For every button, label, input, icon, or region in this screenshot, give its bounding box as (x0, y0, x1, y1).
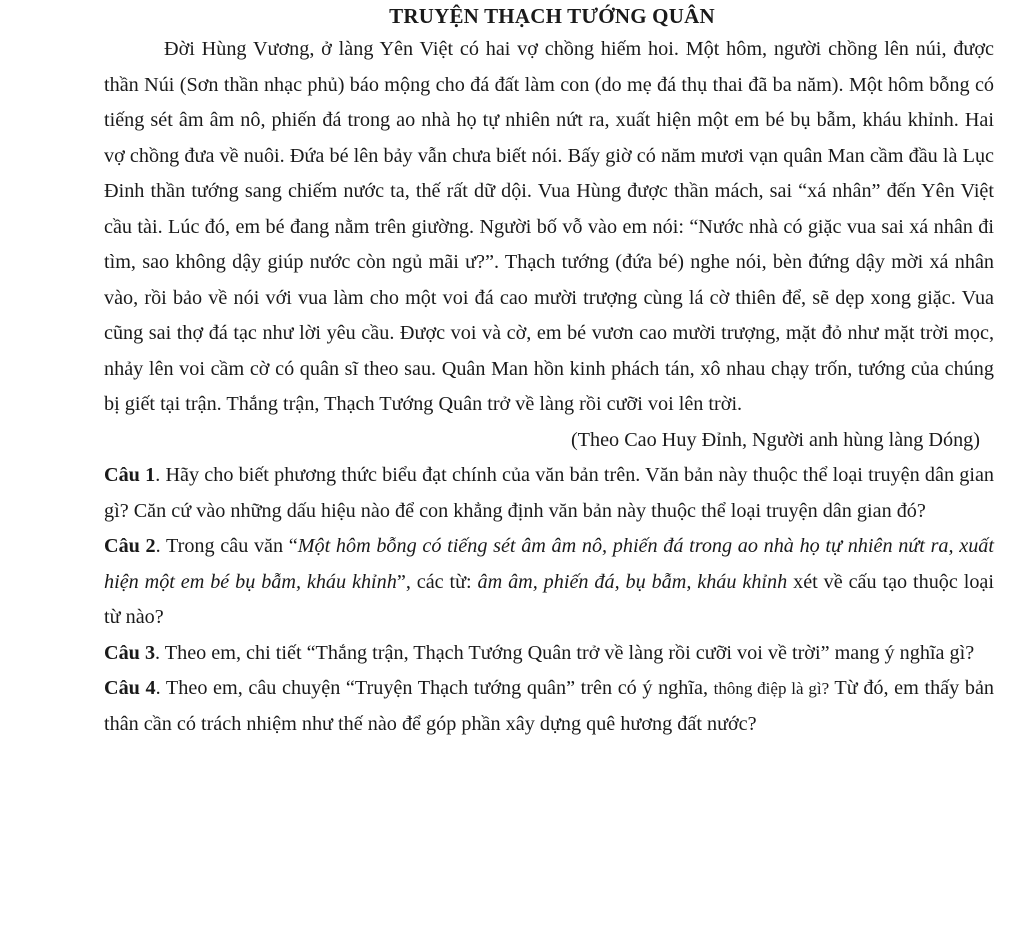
question-3 (104, 636, 994, 672)
question-1 (104, 458, 994, 529)
question-2-text-middle: ”, các từ: (396, 570, 478, 593)
question-2 (104, 529, 994, 636)
document-page (104, 0, 994, 742)
story-source: (Theo Cao Huy Đỉnh, Người anh hùng làng Dóng) (570, 428, 980, 451)
question-2-text-after: xét về cấu tạo thuộc loại từ nào? (104, 570, 994, 628)
question-4-text-after: Từ đó, em thấy bản thân cần có trách nhiệm như thế nào để góp phần xây dựng quê hương đất nước? (104, 677, 994, 735)
question-1-label: Câu 1 (104, 464, 156, 486)
question-4 (104, 671, 994, 742)
question-2-quote: Một hôm bỗng có tiếng sét âm âm nô, phiến đá trong ao nhà họ tự nhiên nứt ra, xuất hiện một em bé bụ bẫm, kháu khỉnh (104, 535, 994, 593)
question-1-text: . Hãy cho biết phương thức biểu đạt chính của văn bản trên. Văn bản này thuộc thể loại truyện dân gian gì? Căn cứ vào những dấu hiệu nào để con khẳng định văn bản này thuộc thể loại truyện dân gian đó? (104, 464, 994, 522)
question-3-text: . Theo em, chi tiết “Thắng trận, Thạch Tướng Quân trở về làng rồi cưỡi voi về trời” mang ý nghĩa gì? (155, 641, 975, 664)
question-4-text-before: . Theo em, câu chuyện “Truyện Thạch tướng quân” trên có ý nghĩa, (155, 677, 714, 699)
story-paragraph: Đời Hùng Vương, ở làng Yên Việt có hai vợ chồng hiếm hoi. Một hôm, người chồng lên núi, được thần Núi (Sơn thần nhạc phủ) báo mộng cho đá đất làm con (do mẹ đá thụ thai đã ba năm). Một hôm bỗng có tiếng sét âm âm nô, phiến đá trong ao nhà họ tự nhiên nứt ra, xuất hiện một em bé bụ bẫm, kháu khỉnh. Hai vợ chồng đưa về nuôi. Đứa bé lên bảy vẫn chưa biết nói. Bấy giờ có năm mươi vạn quân Man cầm đầu là Lục Đinh thần tướng sang chiếm nước ta, thế rất dữ dội. Vua Hùng được thần mách, sai “xá nhân” đến Yên Việt cầu tài. Lúc đó, em bé đang nằm trên giường. Người bố vỗ vào em nói: “Nước nhà có giặc vua sai xá nhân đi tìm, sao không dậy giúp nước còn ngủ mãi ư?”. Thạch tướng (đứa bé) nghe nói, bèn đứng dậy mời xá nhân vào, rồi bảo về nói với vua làm cho một voi đá cao mười trượng cùng lá cờ thiên để, sẽ dẹp xong giặc. Vua cũng sai thợ đá tạc như lời yêu cầu. Được voi và cờ, em bé vươn cao mười trượng, mặt đỏ như mặt trời mọc, nhảy lên voi cầm cờ có quân sĩ theo sau. Quân Man hồn kinh phách tán, xô nhau chạy trốn, tướng của chúng bị giết tại trận. Thắng trận, Thạch Tướng Quân trở về làng rồi cưỡi voi lên trời. (104, 38, 994, 415)
document-title: TRUYỆN THẠCH TƯỚNG QUÂN (389, 4, 715, 28)
question-2-words: âm âm, phiến đá, bụ bẫm, kháu khỉnh (477, 570, 788, 593)
question-2-text-before: . Trong câu văn “ (155, 535, 298, 557)
question-3-label: Câu 3 (104, 641, 156, 664)
question-4-text-small: thông điệp là gì? (713, 679, 830, 698)
question-2-label: Câu 2 (104, 535, 156, 557)
question-4-label: Câu 4 (104, 677, 156, 699)
